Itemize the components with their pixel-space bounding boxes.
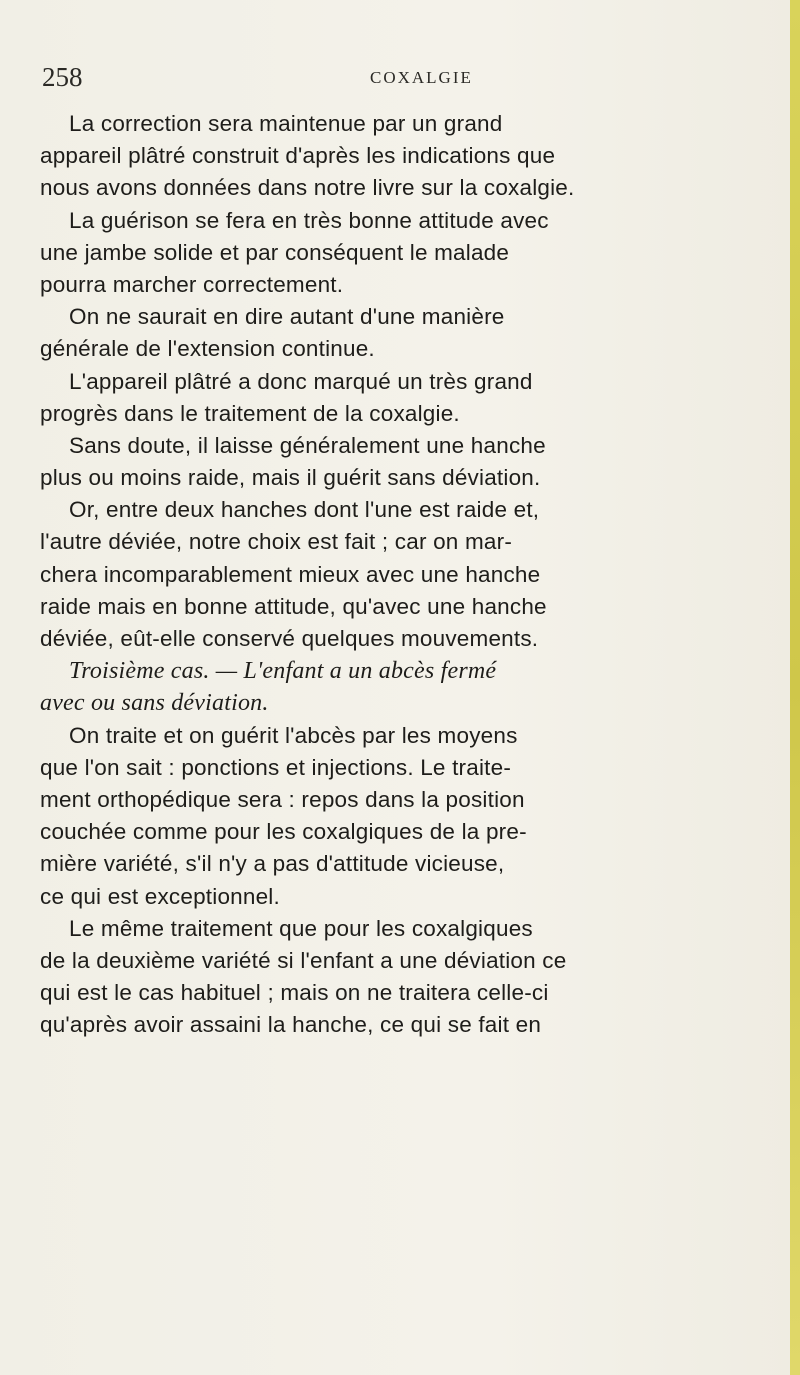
text-line: ce qui est exceptionnel. bbox=[40, 883, 280, 909]
text-line: de la deuxième variété si l'enfant a une déviation ce bbox=[40, 947, 567, 973]
text-line: ment orthopédique sera : repos dans la position bbox=[40, 786, 525, 812]
section-heading-line: avec ou sans déviation. bbox=[40, 690, 269, 717]
text-line: L'appareil plâtré a donc marqué un très grand bbox=[69, 368, 533, 394]
page-edge bbox=[790, 0, 800, 1375]
text-line: appareil plâtré construit d'après les indications que bbox=[40, 143, 556, 169]
text-line: progrès dans le traitement de la coxalgie. bbox=[40, 400, 460, 426]
text-line: couchée comme pour les coxalgiques de la pre- bbox=[40, 819, 527, 845]
text-line: déviée, eût-elle conservé quelques mouvements. bbox=[40, 626, 539, 651]
text-line: La correction sera maintenue par un grand bbox=[69, 111, 503, 136]
page-header bbox=[40, 62, 760, 96]
text-line: On traite et on guérit l'abcès par les moyens bbox=[69, 722, 518, 748]
text-line: nous avons données dans notre livre sur la coxalgie. bbox=[40, 175, 575, 201]
text-line: générale de l'extension continue. bbox=[40, 336, 375, 362]
text-line: Or, entre deux hanches dont l'une est raide et, bbox=[69, 497, 540, 523]
text-line: une jambe solide et par conséquent le malade bbox=[40, 239, 510, 265]
text-line: raide mais en bonne attitude, qu'avec une hanche bbox=[40, 593, 547, 619]
running-head: COXALGIE bbox=[370, 68, 473, 87]
text-line: Sans doute, il laisse généralement une hanche bbox=[69, 432, 546, 458]
text-line: chera incomparablement mieux avec une hanche bbox=[40, 561, 541, 587]
text-line: On ne saurait en dire autant d'une manière bbox=[69, 304, 505, 330]
text-line: qu'après avoir assaini la hanche, ce qui se fait en bbox=[40, 1012, 542, 1038]
section-heading-line: Troisième cas. — L'enfant a un abcès fermé bbox=[69, 658, 497, 685]
page-number: 258 bbox=[42, 62, 83, 92]
text-line: mière variété, s'il n'y a pas d'attitude vicieuse, bbox=[40, 851, 505, 877]
text-line: La guérison se fera en très bonne attitude avec bbox=[69, 207, 549, 233]
text-line: plus ou moins raide, mais il guérit sans déviation. bbox=[40, 465, 541, 491]
text-line: Le même traitement que pour les coxalgiques bbox=[69, 915, 533, 941]
body-text bbox=[40, 108, 740, 1041]
text-line: qui est le cas habituel ; mais on ne traitera celle-ci bbox=[40, 980, 549, 1006]
text-line: l'autre déviée, notre choix est fait ; car on mar- bbox=[40, 529, 513, 555]
text-line: pourra marcher correctement. bbox=[40, 271, 344, 297]
text-line: que l'on sait : ponctions et injections. Le traite- bbox=[40, 754, 512, 780]
